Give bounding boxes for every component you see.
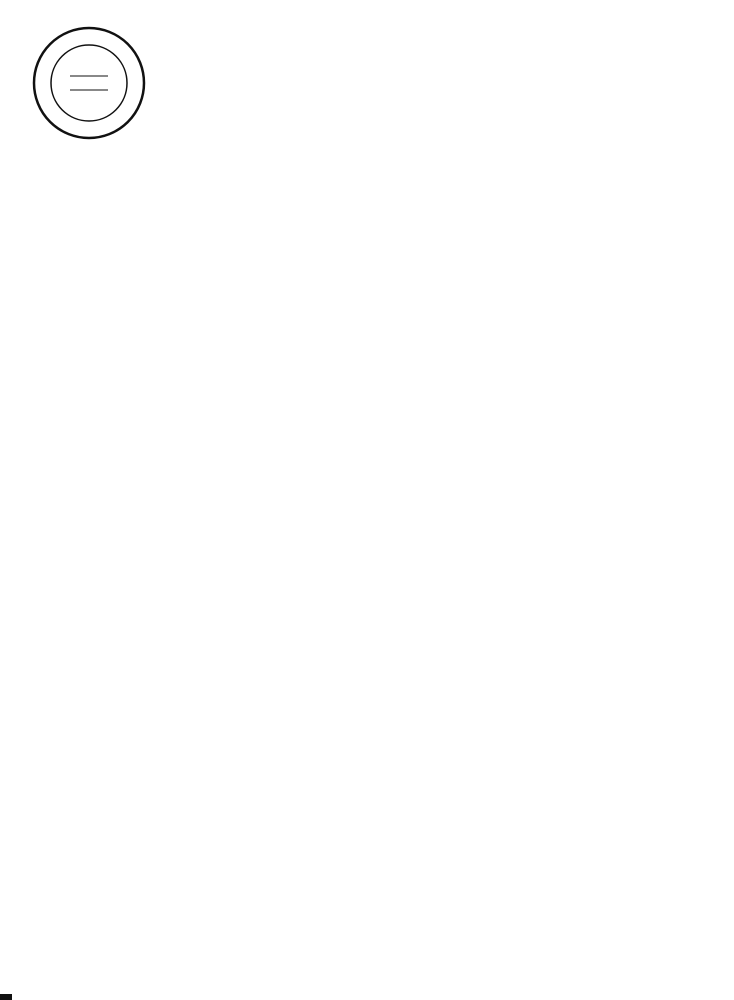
left-decorative-border [30, 0, 90, 1000]
scan-edge-mark [0, 994, 12, 1000]
right-decorative-border [680, 0, 734, 1000]
school-stamp [30, 24, 148, 142]
